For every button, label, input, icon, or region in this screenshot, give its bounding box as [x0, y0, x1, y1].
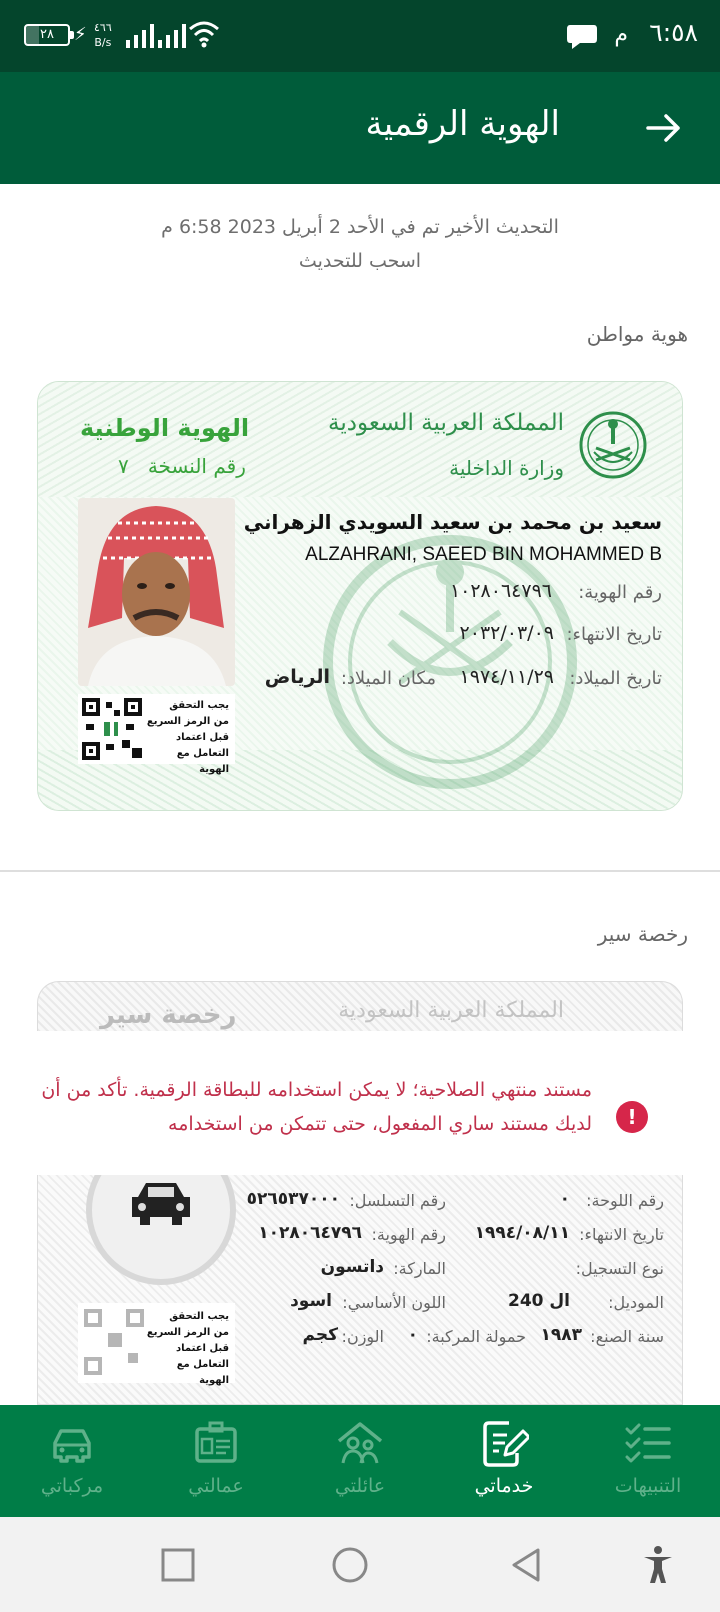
license-qr-verify-note: يجب التحقق من الرمز السريع قبل اعتماد التعامل مع الهوية	[146, 1311, 229, 1386]
signal-icon-2	[158, 24, 190, 48]
serial-value: ٥٢٦٥٣٧٠٠٠	[246, 1189, 340, 1209]
back-arrow-icon[interactable]	[644, 108, 684, 148]
birth-place-label: مكان الميلاد:	[340, 668, 436, 689]
color-value: اسود	[290, 1291, 332, 1311]
serial-label: رقم التسلسل:	[349, 1191, 446, 1210]
qr-code-icon	[84, 1309, 144, 1375]
app-header	[0, 72, 720, 184]
expiry-value: ٢٠٣٢/٠٣/٠٩	[459, 622, 554, 644]
last-update-text: التحديث الأخير تم في الأحد 2 أبريل 2023 6:58 م	[161, 216, 559, 238]
battery-icon: ٢٨	[24, 24, 70, 46]
nav-item-vehicles[interactable]: مركباتي	[0, 1405, 144, 1517]
status-bar	[0, 0, 720, 72]
clock: ٦:٥٨	[649, 18, 698, 47]
error-message: مستند منتهي الصلاحية؛ لا يمكن استخدامه للبطاقة الرقمية. تأكد من أن لديك مستند ساري المفعول، حتى تتمكن من استخدامه	[41, 1079, 592, 1135]
holder-name-english: ALZAHRANI, SAEED BIN MOHAMMED B	[305, 544, 662, 565]
vehicle-license-card-bottom[interactable]	[37, 1175, 683, 1405]
id-qr-section[interactable]	[78, 694, 235, 775]
license-section-title: رخصة سير	[597, 922, 688, 946]
sync-info	[0, 210, 720, 278]
time-period: م	[614, 22, 628, 47]
holder-photo	[78, 498, 235, 686]
load-label: حمولة المركبة:	[426, 1327, 526, 1346]
color-label: اللون الأساسي:	[342, 1293, 446, 1312]
vehicle-license-card-top[interactable]	[37, 981, 683, 1031]
family-icon	[335, 1419, 385, 1469]
charging-icon: ⚡	[74, 24, 87, 45]
expiry-label: تاريخ الانتهاء:	[566, 624, 662, 645]
nav-item-notifications[interactable]: التنبيهات	[576, 1405, 720, 1517]
year-value: ١٩٨٣	[540, 1325, 582, 1345]
license-id-label: رقم الهوية:	[371, 1225, 446, 1244]
expired-document-alert	[0, 1031, 720, 1175]
document-edit-icon	[479, 1419, 529, 1469]
error-icon: !	[616, 1101, 648, 1133]
saudi-emblem-icon	[578, 410, 648, 480]
id-number-label: رقم الهوية:	[578, 582, 662, 603]
nav-item-services[interactable]: خدماتي	[432, 1405, 576, 1517]
national-id-card[interactable]	[37, 381, 683, 811]
watermark-seal-icon	[320, 532, 580, 792]
accessibility-icon[interactable]	[636, 1543, 680, 1587]
weight-label: الوزن:	[341, 1327, 384, 1346]
citizen-id-section-title: هوية مواطن	[586, 322, 688, 346]
license-qr-section[interactable]	[78, 1303, 235, 1386]
section-divider	[0, 870, 720, 872]
qr-verify-note: يجب التحقق من الرمز السريع قبل اعتماد التعامل مع الهوية	[146, 700, 229, 775]
license-expiry-value: ١٩٩٤/٠٨/١١	[474, 1223, 570, 1243]
make-value: داتسون	[320, 1257, 384, 1277]
qr-code-icon	[82, 698, 142, 760]
license-id-value: ١٠٢٨٠٦٤٧٩٦	[258, 1223, 362, 1243]
reg-type-label: نوع التسجيل:	[575, 1259, 664, 1278]
back-icon[interactable]	[504, 1543, 548, 1587]
message-icon	[566, 22, 598, 50]
wifi-icon	[188, 20, 220, 48]
license-card-title: رخصة سير	[100, 1000, 237, 1030]
pull-to-refresh-hint: اسحب للتحديث	[298, 250, 422, 272]
birth-place-value: الرياض	[264, 666, 330, 688]
make-label: الماركة:	[393, 1259, 446, 1278]
ministry-name: وزارة الداخلية	[449, 456, 564, 480]
birth-date-value: ١٩٧٤/١١/٢٩	[459, 666, 554, 688]
car-icon	[47, 1419, 97, 1469]
load-value: ٠	[407, 1325, 418, 1345]
home-icon[interactable]	[328, 1543, 372, 1587]
id-number-value: ١٠٢٨٠٦٤٧٩٦	[449, 580, 552, 602]
recent-apps-icon[interactable]	[156, 1543, 200, 1587]
network-speed: ٤٦٦ B/s	[94, 21, 112, 49]
year-label: سنة الصنع:	[590, 1327, 664, 1346]
bottom-navigation	[0, 1405, 720, 1517]
signal-icon	[126, 24, 158, 48]
plate-value: ٠	[559, 1189, 570, 1209]
card-type: الهوية الوطنية	[80, 414, 250, 442]
plate-label: رقم اللوحة:	[586, 1191, 664, 1210]
car-icon	[128, 1177, 194, 1229]
checklist-icon	[623, 1419, 673, 1469]
model-value: ال 240	[508, 1291, 570, 1311]
page-title: الهوية الرقمية	[365, 104, 560, 144]
kingdom-name: المملكة العربية السعودية	[328, 410, 564, 436]
model-label: الموديل:	[608, 1293, 664, 1312]
id-badge-icon	[191, 1419, 241, 1469]
birth-date-label: تاريخ الميلاد:	[569, 668, 662, 689]
license-expiry-label: تاريخ الانتهاء:	[579, 1225, 664, 1244]
system-navigation-bar	[0, 1517, 720, 1612]
weight-value: كجم	[302, 1325, 338, 1345]
nav-item-family[interactable]: عائلتي	[288, 1405, 432, 1517]
version-number: رقم النسخة ٧	[118, 454, 246, 478]
person-portrait-icon	[78, 498, 235, 686]
holder-name-arabic: سعيد بن محمد بن سعيد السويدي الزهراني	[243, 510, 662, 534]
license-kingdom-name: المملكة العربية السعودية	[338, 998, 564, 1023]
nav-item-workers[interactable]: عمالتي	[144, 1405, 288, 1517]
